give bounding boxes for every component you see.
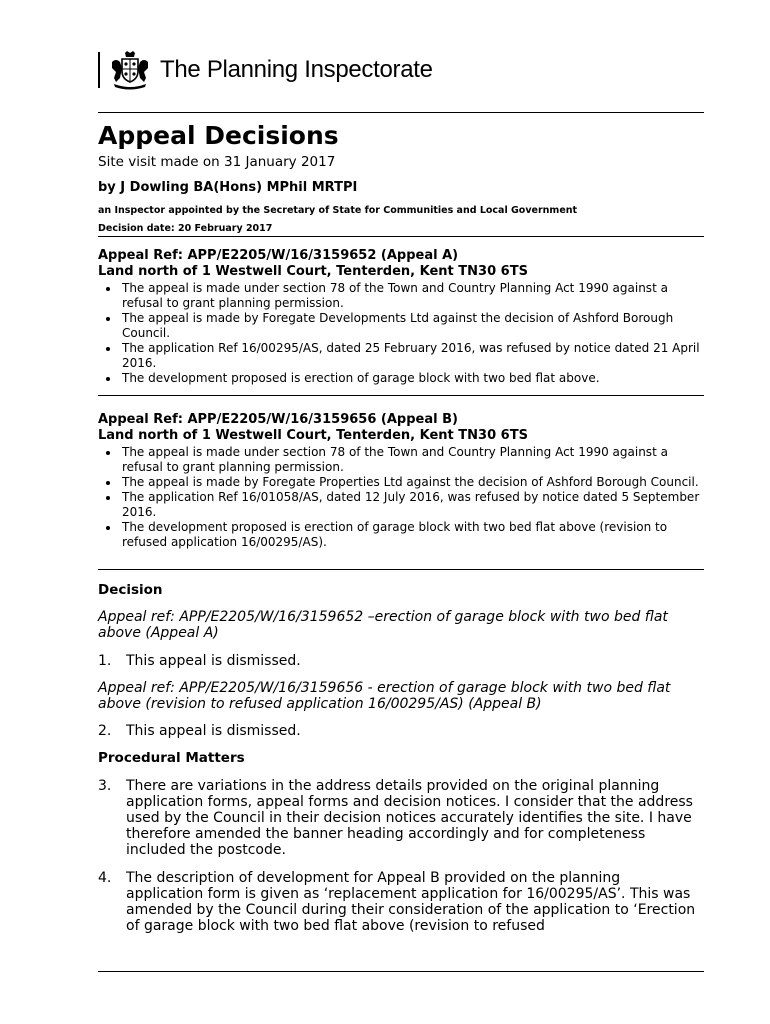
paragraph-number: 2. bbox=[98, 723, 112, 739]
inspector-name: by J Dowling BA(Hons) MPhil MRTPI bbox=[98, 180, 358, 195]
appeal-a-details bbox=[98, 281, 704, 386]
appeal-a-ref: Appeal Ref: APP/E2205/W/16/3159652 (Appeal A) bbox=[98, 248, 459, 263]
procedural-heading: Procedural Matters bbox=[98, 750, 245, 766]
list-item: • The development proposed is erection of garage block with two bed flat above. bbox=[120, 371, 704, 386]
page-title: Appeal Decisions bbox=[98, 121, 339, 150]
appeal-b-details bbox=[98, 445, 704, 550]
site-visit-date: Site visit made on 31 January 2017 bbox=[98, 154, 336, 170]
appeal-a-box bbox=[98, 248, 704, 386]
list-item: • The development proposed is erection of garage block with two bed flat above (revision to refused application 16/00295/AS). bbox=[120, 520, 704, 550]
paragraph-number: 4. bbox=[98, 870, 112, 886]
title-rule bbox=[98, 236, 704, 237]
appeal-b-site: Land north of 1 Westwell Court, Tenterden, Kent TN30 6TS bbox=[98, 428, 528, 443]
org-name: The Planning Inspectorate bbox=[160, 56, 433, 83]
list-item: • The appeal is made under section 78 of the Town and Country Planning Act 1990 against a refusal to grant planning permission. bbox=[120, 445, 704, 475]
list-item: • The application Ref 16/01058/AS, dated 12 July 2016, was refused by notice dated 5 September 2016. bbox=[120, 490, 704, 520]
royal-coat-of-arms-icon bbox=[108, 50, 152, 90]
list-item: • The appeal is made under section 78 of the Town and Country Planning Act 1990 against a refusal to grant planning permission. bbox=[120, 281, 704, 311]
appeal-b-rule bbox=[98, 569, 704, 570]
appeal-b-ref: Appeal Ref: APP/E2205/W/16/3159656 (Appeal B) bbox=[98, 412, 458, 427]
decision-heading: Decision bbox=[98, 582, 163, 598]
list-item: • The appeal is made by Foregate Properties Ltd against the decision of Ashford Borough Council. bbox=[120, 475, 704, 490]
decision-ref-b: Appeal ref: APP/E2205/W/16/3159656 - erection of garage block with two bed flat above (revision to refused application 16/00295/AS) (Appeal B) bbox=[98, 680, 671, 712]
paragraph-1 bbox=[98, 653, 704, 669]
header bbox=[98, 50, 433, 90]
paragraph-number: 1. bbox=[98, 653, 112, 669]
inspector-appointment: an Inspector appointed by the Secretary of State for Communities and Local Government bbox=[98, 205, 578, 216]
paragraph-3 bbox=[98, 778, 704, 858]
list-item: • The appeal is made by Foregate Developments Ltd against the decision of Ashford Borough Council. bbox=[120, 311, 704, 341]
footer-rule bbox=[98, 971, 704, 972]
paragraph-text: This appeal is dismissed. bbox=[126, 653, 301, 669]
decision-ref-a: Appeal ref: APP/E2205/W/16/3159652 –erection of garage block with two bed flat above (Appeal A) bbox=[98, 609, 668, 641]
header-divider bbox=[98, 52, 100, 88]
paragraph-text: There are variations in the address details provided on the original planning application forms, appeal forms and decision notices. I consider that the address used by the Council in their decision notices accurately identifies the site. I have therefore amended the banner heading accordingly and for completeness included the postcode. bbox=[126, 778, 693, 858]
paragraph-text: The description of development for Appeal B provided on the planning application form is given as ‘replacement application for 16/00295/AS’. This was amended by the Council during their consideration of the application to ‘Erection of garage block with two bed flat above (revision to refused bbox=[126, 870, 696, 934]
list-item: • The application Ref 16/00295/AS, dated 25 February 2016, was refused by notice dated 21 April 2016. bbox=[120, 341, 704, 371]
paragraph-2 bbox=[98, 723, 704, 739]
decision-date: Decision date: 20 February 2017 bbox=[98, 223, 273, 234]
appeal-a-rule bbox=[98, 395, 704, 396]
paragraph-number: 3. bbox=[98, 778, 112, 794]
paragraph-4 bbox=[98, 870, 704, 934]
appeal-a-site: Land north of 1 Westwell Court, Tenterden, Kent TN30 6TS bbox=[98, 264, 528, 279]
appeal-b-box bbox=[98, 412, 704, 550]
paragraph-text: This appeal is dismissed. bbox=[126, 723, 301, 739]
header-rule bbox=[98, 112, 704, 113]
